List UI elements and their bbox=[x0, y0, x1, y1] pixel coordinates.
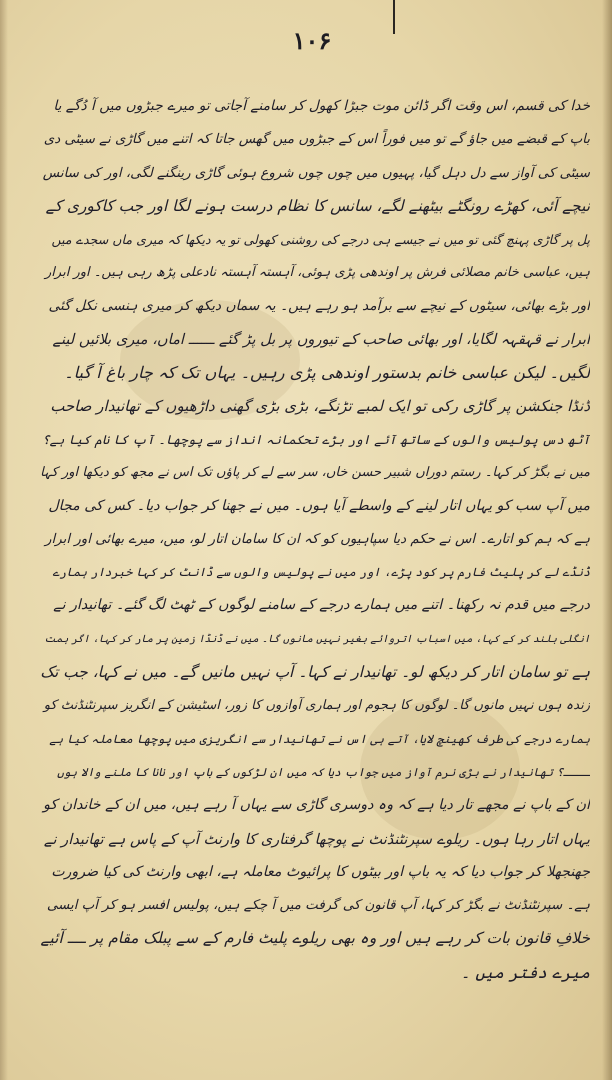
text-line: آٹھ دس پولیس والوں کے ساتھ آئے اور بڑے تحکمانہ انداز سے پوچھا۔ آپ کا نام کیا ہے؟ bbox=[42, 431, 590, 447]
text-line: اور بڑے بھائی، سیٹوں کے نیچے سے برآمد ہو رہے ہیں۔ یہ سماں دیکھ کر میری ہنسی نکل گئی bbox=[48, 297, 590, 314]
text-line: ہیں، عباسی خانم مصلائی فرش پر اوندھی پڑی ہوئی، آہستہ آہستہ نادعلی پڑھ رہی ہیں۔ اور ابرار bbox=[45, 265, 590, 281]
text-line: خدا کی قسم، اس وقت اگر ڈائن موت جبڑا کھول کر سامنے آجاتی تو میرے جبڑوں میں آ دُگے یا bbox=[53, 98, 590, 114]
text-line: ان کے باپ نے مجھے تار دیا ہے کہ وہ دوسری گاڑی سے یہاں آ رہے ہیں، میں ان کے خاندان کو bbox=[43, 797, 590, 814]
binding-mark bbox=[393, 0, 395, 34]
text-line: زندہ ہوں نہیں مانوں گا۔ لوگوں کا ہجوم اور ہماری آوازوں کا زور، اسٹیشن کے انگریز سپرنٹنڈنٹ کو bbox=[43, 698, 590, 714]
text-line: خلافِ قانون بات کر رہے ہیں اور وہ بھی ریلوے پلیٹ فارم کے سے پبلک مقام پر ــــ آئیے bbox=[40, 929, 590, 948]
text-line: میں آپ سب کو یہاں اتار لینے کے واسطے آیا ہوں۔ میں نے جھنا کر جواب دیا۔ کس کی مجال bbox=[48, 497, 590, 514]
page-edge-left bbox=[0, 0, 8, 1080]
page-number: ۱۰۶ bbox=[292, 26, 332, 55]
text-line: نیچے آئی، کھڑے رونگٹے بیٹھنے لگے، سانس کا نظام درست ہونے لگا اور جب کاکوری کے bbox=[45, 196, 590, 215]
text-line: انگلی بلند کر کے کہا، میں اسباب اتروائے بغیر نہیں مانوں گا۔ میں نے ڈنڈا زمین پر مار کر کہا، اگر ہمت bbox=[44, 633, 590, 645]
text-line: سیٹی کی آواز سے دل دہل گیا، پہیوں میں چوں چوں شروع ہوئی گاڑی رینگنے لگی، اور کی سانس bbox=[42, 165, 590, 181]
text-line: یہاں اتار رہا ہوں۔ ریلوے سپرنٹنڈنٹ نے پوچھا گرفتاری کا وارنٹ آپ کے پاس ہے تھانیدار نے bbox=[43, 830, 590, 848]
text-line: ہے تو سامان اتار کر دیکھ لو۔ تھانیدار نے کہا۔ آپ نہیں مانیں گے۔ میں نے کہا، جب تک bbox=[40, 663, 590, 682]
text-line: میں نے بگڑ کر کہا۔ رستم دوراں شبیر حسن خاں، سر سے لے کر پاؤں تک اس نے مجھ کو دیکھا اور کہا bbox=[40, 465, 590, 481]
text-line: ڈنڈے لے کر پلیٹ فارم پر کود پڑے، اور میں نے پولیس والوں سے ڈانٹ کر کہا خبردار ہمارے bbox=[52, 565, 590, 580]
text-line: باپ کے قبضے میں جاؤ گے تو میں فوراً اس کے جبڑوں میں گھس جاتا کہ اتنے میں گاڑی نے سیٹی دی bbox=[43, 132, 590, 148]
page-edge-right bbox=[602, 0, 612, 1080]
text-line: ڈنڈا جنکشن پر گاڑی رکی تو ایک لمبے تڑنگے، بڑی بڑی گھنی داڑھیوں کے تھانیدار صاحب bbox=[50, 396, 590, 415]
text-line: پل پر گاڑی پہنچ گئی تو میں نے جیسے ہی درجے کی روشنی کھولی تو یہ دیکھا کہ میری ماں سجدے میں bbox=[51, 232, 590, 248]
text-line: ہے۔ سپرنٹنڈنٹ نے بگڑ کر کہا، آپ قانون کی گرفت میں آ چکے ہیں، پولیس افسر ہو کر آپ ایسی bbox=[46, 898, 590, 914]
text-line: ــــ؟ تھانیدار نے بڑی نرم آواز میں جواب دیا کہ میں ان لڑکوں کے باپ اور نانا کا ملنے والا ہوں bbox=[57, 764, 590, 779]
text-line: لگیں۔ لیکن عباسی خانم بدستور اوندھی پڑی رہیں۔ یہاں تک کہ چار باغ آ گیا۔ bbox=[64, 363, 590, 383]
text-line: ہمارے درجے کی طرف کھینچ لایا، آتے ہی اس نے تھانیدار سے انگریزی میں پوچھا معاملہ کیا ہے bbox=[49, 731, 590, 746]
urdu-text-block bbox=[40, 90, 590, 1068]
text-line: ہے کہ ہم کو اتارے۔ اس نے حکم دیا سپاہیوں کو کہ ان کا سامان اتار لو، میں، میرے بھائی اور ابرار bbox=[45, 531, 590, 547]
text-line: درجے میں قدم نہ رکھنا۔ اتنے میں ہمارے درجے کے سامنے لوگوں کے ٹھٹ لگ گئے۔ تھانیدار نے bbox=[53, 597, 590, 614]
text-line: ابرار نے قہقہہ لگایا، اور بھائی صاحب کے تیوروں پر بل پڑ گئے ــــــ اماں، میری بلائیں لینے bbox=[52, 331, 590, 349]
text-line: جھنجھلا کر جواب دیا کہ یہ باپ اور بیٹوں کا پرائیوٹ معاملہ ہے، ابھی وارنٹ کی کیا ضرورت bbox=[51, 863, 590, 880]
text-line: میرے دفتر میں ۔ bbox=[460, 962, 590, 982]
